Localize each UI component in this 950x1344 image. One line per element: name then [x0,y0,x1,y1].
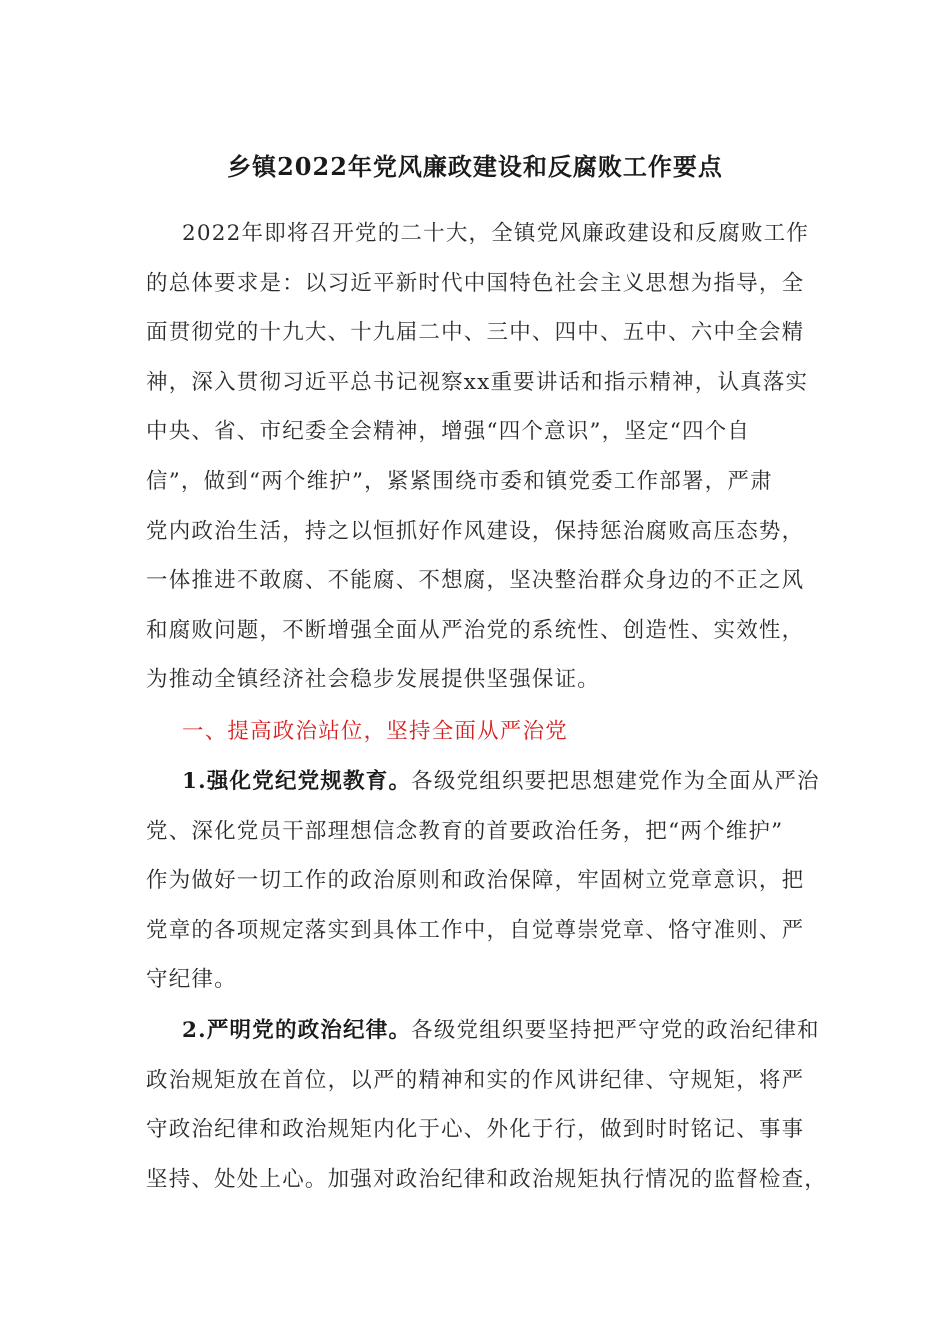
paragraph-line: 的总体要求是：以习近平新时代中国特色社会主义思想为指导，全 [146,270,805,296]
item-2-lead: 2.严明党的政治纪律。 [182,1018,412,1043]
paragraph-line: 守纪律。 [146,967,237,993]
paragraph-line [146,1006,820,1056]
item-2-first-line: 各级党组织要坚持把严守党的政治纪律和 [411,1018,820,1043]
paragraph-line: 一体推进不敢腐、不能腐、不想腐，坚决整治群众身边的不正之风 [146,568,805,594]
paragraph-line: 党章的各项规定落实到具体工作中，自觉尊崇党章、恪守准则、严 [146,917,805,943]
intro-paragraph [146,209,810,705]
item-2-paragraph [146,1006,828,1204]
paragraph-line: 守政治纪律和政治规矩内化于心、外化于行，做到时时铭记、事事 [146,1117,805,1143]
paragraph-line: 神，深入贯彻习近平总书记视察xx重要讲话和指示精神，认真落实 [146,369,809,395]
paragraph-line: 信”，做到“两个维护”，紧紧围绕市委和镇党委工作部署，严肃 [146,468,773,494]
paragraph-line [146,757,820,807]
paragraph-line: 为推动全镇经济社会稳步发展提供坚强保证。 [146,667,601,693]
paragraph-line: 中央、省、市纪委全会精神，增强“四个意识”，坚定“四个自 [146,419,751,445]
item-1-paragraph [146,757,820,1005]
paragraph-line: 坚持、处处上心。加强对政治纪律和政治规矩执行情况的监督检查， [146,1166,828,1192]
section-heading [146,707,806,757]
paragraph-line: 2022年即将召开党的二十大，全镇党风廉政建设和反腐败工作 [182,221,810,246]
paragraph-line: 作为做好一切工作的政治原则和政治保障，牢固树立党章意识，把 [146,868,805,894]
section-heading-text: 一、提高政治站位，坚持全面从严治党 [182,719,568,744]
paragraph-line: 党、深化党员干部理想信念教育的首要政治任务，把“两个维护” [146,818,784,844]
paragraph-line: 党内政治生活，持之以恒抓好作风建设，保持惩治腐败高压态势， [146,518,805,544]
paragraph-line: 和腐败问题，不断增强全面从严治党的系统性、创造性、实效性， [146,617,805,643]
document-title: 乡镇2022年党风廉政建设和反腐败工作要点 [227,152,723,181]
paragraph-line: 政治规矩放在首位，以严的精神和实的作风讲纪律、守规矩，将严 [146,1067,805,1093]
item-1-first-line: 各级党组织要把思想建党作为全面从严治 [411,769,820,794]
paragraph-line: 面贯彻党的十九大、十九届二中、三中、四中、五中、六中全会精 [146,320,805,346]
item-1-lead: 1.强化党纪党规教育。 [182,769,412,794]
